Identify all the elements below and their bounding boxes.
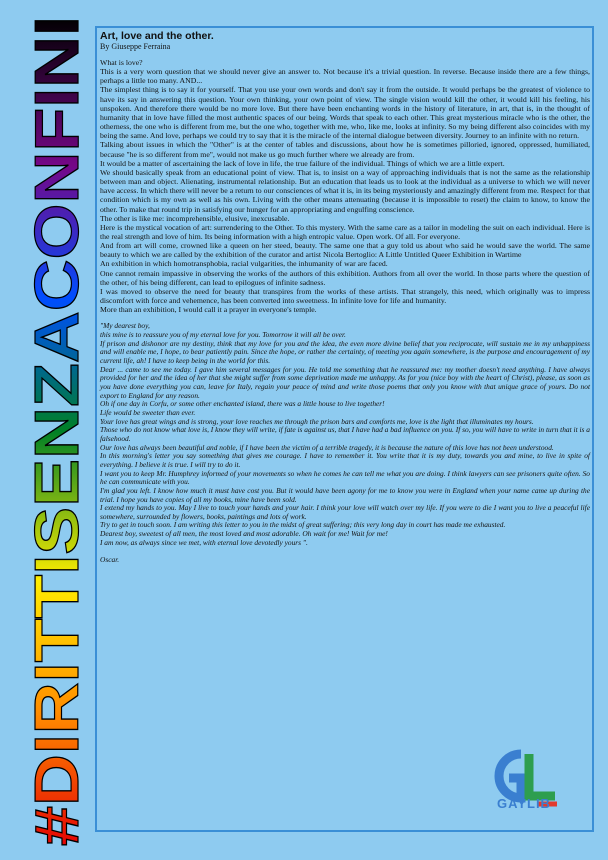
article-paragraph: What is love? [100,58,143,67]
letter-paragraph: I extend my hands to you. May I live to touch your hands and your hair. I think your love will watch over my life. If you were to die I want you to live a peaceful life somewhere, surrounded by flowers, books, paintings and lots of work. [100,503,590,521]
letter-paragraph: Your love has great wings and is strong, your love reaches me through the prison bars and comforts me, love is the light that illuminates my hours. [100,416,534,426]
article-paragraph: This is a very worn question that we should never give an answer to. Not because it's a trivial question. In reverse. Because inside there are a few things, perhaps a little too many. AND... [100,67,590,86]
article-paragraph: The simplest thing is to say it for yourself. That you use your own words and don't say it from the outside. It would perhaps be the greatest of violence to have its say in answering this question. Your own thinking, your own point of view. The single vision would kill the other, it would kill his feeling, his unspoken. And therefore there would be no more love. But there have been enchanting words in the history of literature, in art, that is, in the thought of humanity that in love have filled the most authentic spaces of our being. Words that speak to each other. This great mysterious miracle who is the other, the otherness, the one who is different from me, but the one who, together with me, who, like me, looks at infinity. So my being different also coincides with my being the same. And love, perhaps we could try to say that it is the miracle of the internal dialogue between diversity. Journey to an infinite with no return. [100,85,590,141]
article-title: Art, love and the other. [100,30,214,42]
article-paragraph: And from art will come, crowned like a queen on her steed, beauty. The same one that a guy told us about who said he would save the world. The same beauty to which we are called by the exhibition of the curator and artist Nicola Bertoglio: A Little Untitled Queer Exhibition in Wartime [100,241,590,260]
article-paragraph: We should basically speak from an educational point of view. That is, to insist on a way of approaching individuals that is not the same as the relationship between man and object. Alienating, instrumental relationship. But an education that leads us to look at the individual as a universe to which we will never have access. In which there will never be a return to our consciences of what it is, in its being mysteriously and amazingly different from me. Respect for that condition which is my own as well as his own. Living with the other means attenuating (because it is impossible to reset) the claim to know, to know the other. To make that round trip in satisfying our hunger for an appropriating and engulfing conscience. [100,167,590,214]
article-paragraph: The other is like me: incomprehensible, elusive, inexcusable. [100,213,290,223]
letter-paragraph: Try to get in touch soon. I am writing this letter to you in the midst of great suffering; this very long day in court has made me exhausted. [100,520,506,530]
hashtag-banner-graphic [0,0,92,860]
article-paragraph: I was moved to observe the need for beauty that transpires from the works of these artists. That strangely, this need, which originally was to impress discomfort with force and vehemence, has been converted into sweetness. In infinite love for life and humanity. [100,286,590,306]
letter-paragraph: In this morning's letter you say something that gives me courage. I have to remember it. You write that it is my duty, towards you and mine, to live in spite of everything. I believe it is true. I will try to do it. [100,451,590,469]
letter-paragraph: Those who do not know what love is, I know they will write, if fate is against us, that I have had a bad influence on you. If so, you will have to write in turn that it is a falsehood. [100,425,590,443]
article-paragraph: Talking about issues in which the "Other" is at the center of tables and discussions, about how he is sometimes pilloried, ignored, oppressed, humiliated, because "he is so different from me", would not make us go much further where we already are from. [100,140,590,159]
article-paragraph: It would be a matter of ascertaining the lack of love in life, the true failure of the individual. Things of which we are a little expert. [100,158,505,168]
article-body [100,58,590,314]
gaylib-logo-text: GAYLIB [497,796,551,811]
article-paragraph: Here is the mystical vocation of art: surrendering to the Other. To this mystery. With the same care as a tailor in modeling the suit on each individual. Here is the real strength and love of him. Its being information with a high entropic value. Open work. Of all. For everyone. [100,222,590,241]
letter-paragraph: Oh if one day in Corfu, or some other enchanted island, there was a little house to live together! [100,399,385,409]
article-paragraph: An exhibition in which homotransphobia, racial vulgarities, the inhumanity of war are faced. [100,259,388,269]
banner-hashtag: #DIRITTISENZACONFINI [23,129,92,846]
letter-signature: Oscar. [100,555,120,565]
letter-paragraph: "My dearest boy, [100,321,150,331]
letter-paragraph: Our love has always been beautiful and noble, if I have been the victim of a terrible tragedy, it is because the nature of this love has not been understood. [100,442,554,452]
letter-paragraph: Dear ... came to see me today. I gave him several messages for you. He told me something that he reassured me: my mother doesn't need anything. I have always provided for her and the idea of her that she might suffer from some deprivation made me unhappy. As for you (nice boy with the heart of Christ), please, as soon as you have done everything you can, leave for Italy, regain your peace of mind and write those poems that only you know with that unique grace of yours. Do not export to England for any reason. [100,364,590,400]
letter-paragraph: I am now, as always since we met, with eternal love devotedly yours ". [100,537,308,547]
letter-paragraph: If prison and dishonor are my destiny, think that my love for you and the idea, the even more divine belief that you reciprocate, will sustain me in my unhappiness and will enable me, I hope, to bear patiently pain. Since the hope, or rather the certainty, of meeting you again somewhere, is the purpose and encouragement of my current life, ah! I have to keep being in the world for this. [100,338,590,365]
article-content [100,30,590,564]
side-banner [0,0,92,860]
letter-paragraph: Life would be sweeter than ever. [100,407,196,417]
article-frame [95,26,594,832]
letter-paragraph: I'm glad you left. I know how much it must have cost you. But it would have been agony for me to know you were in England when your name came up during the trial. I hope you have copies of all my books, mine have been sold. [100,485,590,504]
article-byline: By Giuseppe Ferraina [100,42,171,51]
letter-paragraph: I want you to keep Mr. Humphrey informed of your movements so when he comes he can tell me what you are doing. I think lawyers can see prisoners quite often. So he can communicate with you. [100,468,590,487]
letter-paragraph: Dearest boy, sweetest of all men, the most loved and most adorable. Oh wait for me! Wait for me! [100,529,388,539]
letter-paragraph: this mine is to reassure you of my eternal love for you. Tomorrow it will all be over. [100,330,346,340]
article-paragraph: More than an exhibition, I would call it a prayer in everyone's temple. [100,305,317,315]
article-paragraph: One cannot remain impassive in observing the works of the authors of this exhibition. Authors from all over the world. In those parts where the question of the other, of his being different, can lead to epilogues of infinite sadness. [100,268,590,287]
letter-body [100,322,590,547]
